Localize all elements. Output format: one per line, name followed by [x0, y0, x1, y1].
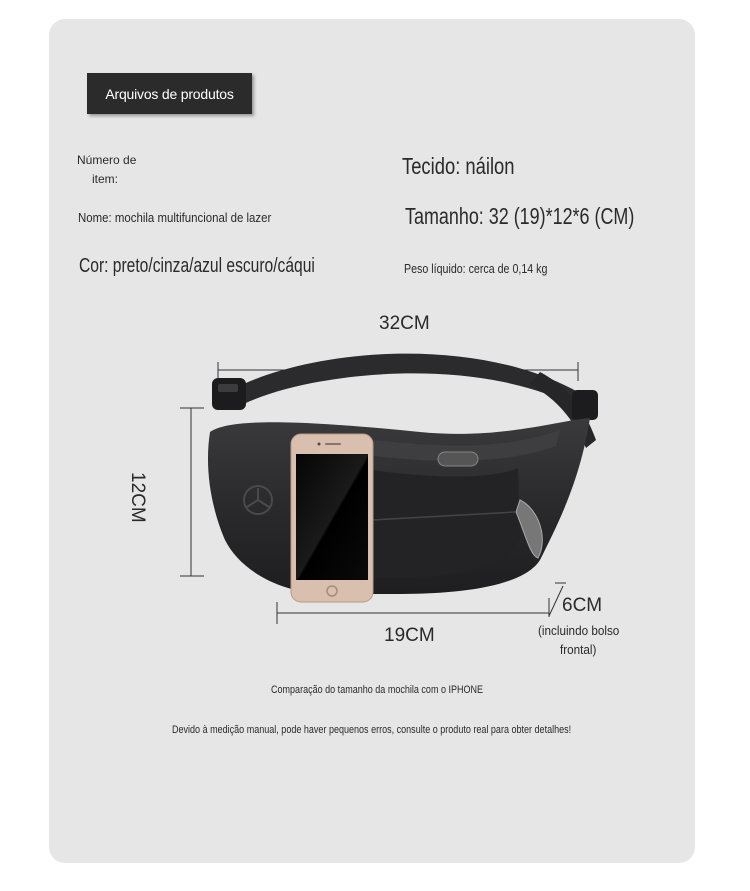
product-size: Tamanho: 32 (19)*12*6 (CM) [405, 203, 635, 229]
iphone-illustration [291, 434, 373, 602]
depth-note-line2: frontal) [560, 642, 597, 657]
height-dimension-line [180, 408, 204, 576]
product-weight: Peso líquido: cerca de 0,14 kg [404, 261, 548, 276]
product-files-badge: Arquivos de produtos [87, 73, 252, 114]
product-fabric: Tecido: náilon [402, 153, 515, 179]
strap-buckle-left [212, 378, 246, 410]
product-colors: Cor: preto/cinza/azul escuro/cáqui [79, 255, 315, 277]
disclaimer-caption: Devido à medição manual, pode haver pequenos erros, consulte o produto real para obter detalhes! [172, 724, 572, 736]
comparison-caption: Comparação do tamanho da mochila com o IPHONE [271, 684, 484, 696]
item-number-label-line1: Número de [77, 153, 137, 167]
zipper-pull [438, 452, 478, 466]
base-label: 19CM [384, 625, 435, 646]
strap-buckle-right [572, 390, 598, 420]
height-label: 12CM [127, 472, 148, 523]
width-label: 32CM [379, 313, 430, 334]
depth-note-line1: (incluindo bolso [538, 623, 620, 638]
product-name: Nome: mochila multifuncional de lazer [78, 210, 272, 225]
item-number-label-line2: item: [92, 172, 119, 186]
depth-label: 6CM [562, 595, 603, 616]
